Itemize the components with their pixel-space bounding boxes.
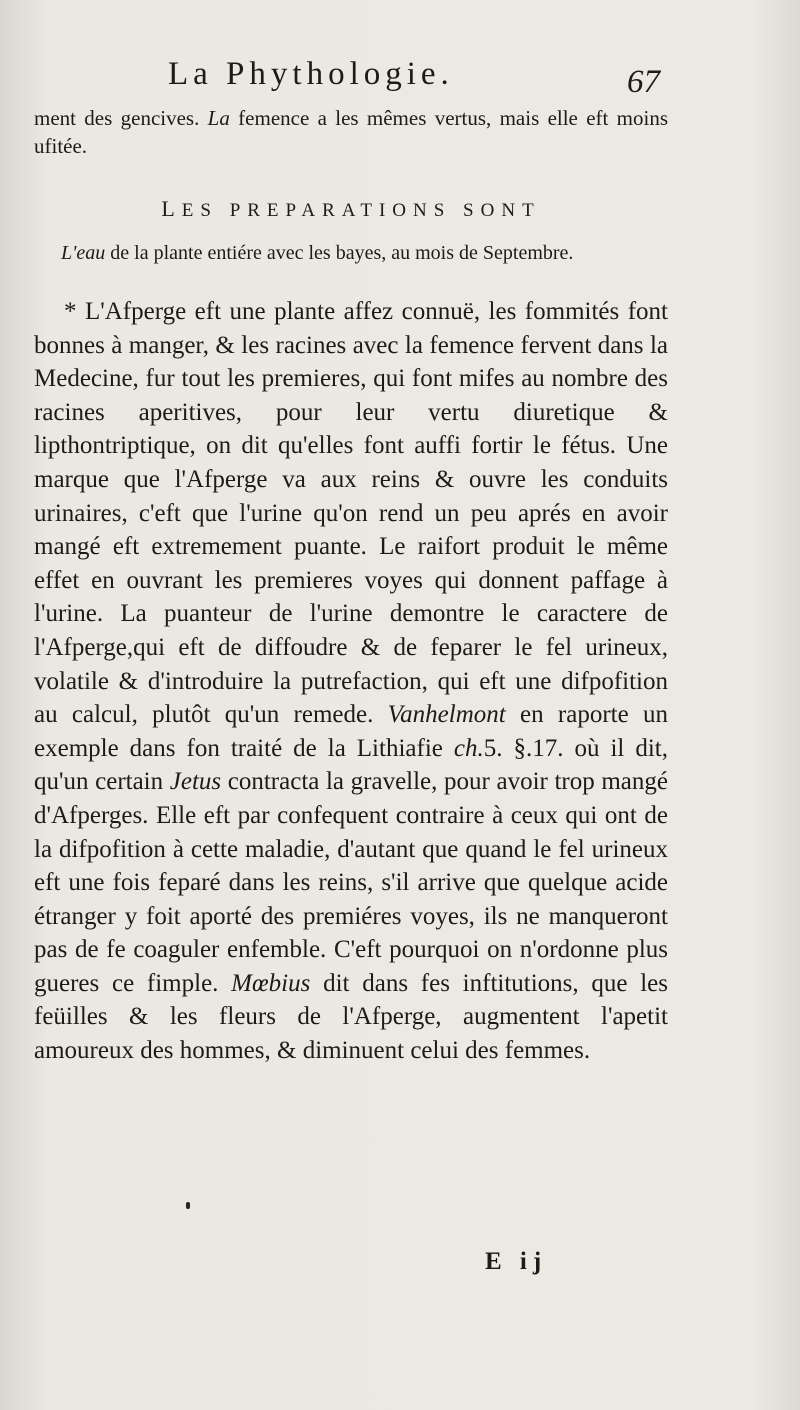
main-text-1: * L'Afperge eft une plante affez connuë, les fommités font bonnes à manger, & les racines avec la femence fervent dans la Medecine, fur tout les premieres, qui font mifes au nombre des racines aperitives, pour leur vertu diuretique & lipthontriptique, on dit qu'elles font auffi fortir le fétus. Une marque que l'Afperge va aux reins & ouvre les conduits urinaires, c'eft que l'urine qu'on rend un peu aprés en avoir mangé eft extremement puante. Le raifort produit le même effet en ouvrant les premieres voyes qui donnent paffage à l'urine. La puanteur de l'urine demontre le caractere de l'Afperge,qui eft de diffoudre & de feparer le fel urineux, volatile & d'introduire la putrefaction, qui eft une difpofition au calcul, plutôt qu'un remede. xyxy=(34,298,668,729)
text-block xyxy=(34,104,668,1068)
page-number: 67 xyxy=(627,64,660,100)
main-italic-ch: ch. xyxy=(453,734,484,762)
main-paragraph xyxy=(34,295,668,1068)
continuation-italic: La xyxy=(207,106,230,130)
section-heading-rest: ES PREPARATIONS SONT xyxy=(181,200,541,221)
main-text-3: 5. §.17. où il dit, qu'un certain xyxy=(34,734,668,796)
main-text-5: dit dans fes inftitutions, que les feüilles & les fleurs de l'Afperge, augmentent l'apetit amoureux des hommes, & diminuent celui des femmes. xyxy=(34,969,668,1065)
signature-mark: E ij xyxy=(485,1248,548,1275)
main-text-2: en raporte un exemple dans fon traité de la Lithiafie xyxy=(34,701,668,762)
ink-dot xyxy=(186,1202,190,1209)
continuation-text-post: femence a les mêmes vertus, mais elle eft moins ufitée. xyxy=(34,106,669,158)
running-head xyxy=(0,56,800,106)
main-italic-moebius: Mœbius xyxy=(231,969,311,997)
section-heading xyxy=(34,196,668,224)
main-italic-vanhelmont: Vanhelmont xyxy=(387,701,506,729)
continuation-paragraph xyxy=(34,104,668,160)
section-heading-initial: L xyxy=(161,196,182,221)
preparation-italic: L'eau xyxy=(61,242,106,264)
running-title: La Phythologie. xyxy=(168,56,454,92)
preparation-text: de la plante entiére avec les bayes, au mois de Septembre. xyxy=(105,242,574,264)
continuation-text-pre: ment des gencives. xyxy=(34,106,208,130)
main-text-4: contracta la gravelle, pour avoir trop mangé d'Afperges. Elle eft par confequent contraire à ceux qui ont de la difpofition à cette maladie, d'autant que quand le fel urineux eft une fois feparé dans les reins, s'il arrive que quelque acide étranger y foit aporté des premiéres voyes, ils ne manqueront pas de fe coaguler enfemble. C'eft pourquoi on n'ordonne plus gueres ce fimple. xyxy=(34,768,668,997)
main-italic-jetus: Jetus xyxy=(169,768,222,796)
preparation-paragraph xyxy=(34,239,668,267)
